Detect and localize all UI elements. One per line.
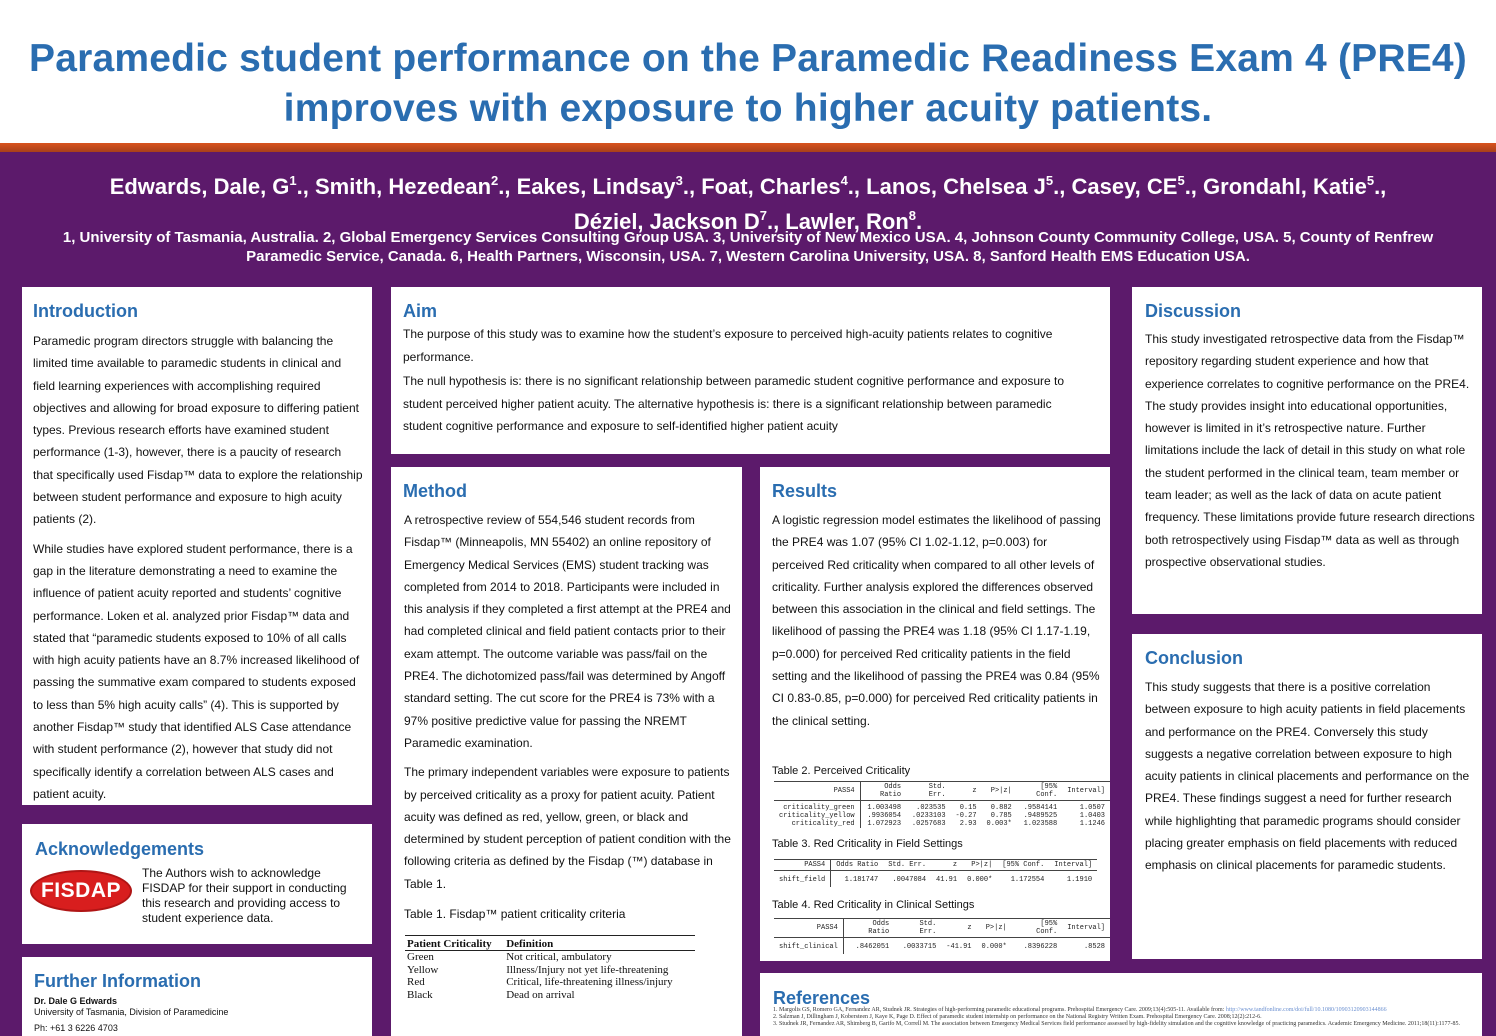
introduction-text (33, 330, 363, 805)
reference-link[interactable]: http://www.tandfonline.com/doi/full/10.1080/10903120903144866 (1225, 1007, 1387, 1013)
reference-list (773, 1007, 1473, 1028)
table-cell: 1.172554 (1010, 876, 1045, 884)
author-name: Grondahl, Katie (1203, 174, 1367, 199)
results-heading: Results (772, 481, 838, 501)
table-cell: Not critical, ambulatory (506, 951, 612, 963)
table3-caption: Table 3. Red Criticality in Field Settings (772, 838, 963, 850)
method-panel (391, 467, 742, 1036)
table-cell: 1.181747 (844, 876, 879, 884)
table4 (774, 918, 1110, 954)
col-header: Odds Ratio (831, 860, 884, 871)
method-paragraph: A retrospective review of 554,546 student records from Fisdap™ (Minneapolis, MN 55402) an online repository of Emergency Medical Services (EMS) student tracking was completed from 2014 to 2018. Participants were included in this analysis if they completed a first attempt at the PRE4 and had completed clinical and field patient contacts prior to their exam attempt. The outcome variable was pass/fail on the PRE4. The dichotomized pass/fail was determined by Angoff standard setting. The cut score for the PRE4 is 73% with a 97% positive predictive value for passing the NREMT Paramedic examination. (404, 513, 731, 750)
col-header: Interval] (1049, 860, 1097, 871)
conclusion-heading: Conclusion (1145, 648, 1243, 668)
aim-paragraph: The null hypothesis is: there is no significant relationship between paramedic student cognitive performance and exposure to student perceived higher patient acuity. The alternative hypothesis is: there is a significant relationship between paramedic student cognitive performance and exposure to self-identified higher patient acuity (403, 374, 1065, 433)
table2 (774, 781, 1110, 828)
col-header: [95% Conf. (1017, 782, 1062, 801)
table-row (405, 964, 695, 977)
table-cell: .8396228 (1023, 943, 1058, 951)
table-row (405, 951, 695, 964)
results-panel (760, 467, 1110, 961)
col-header: P>|z| (982, 782, 1017, 801)
author-list: Edwards, Dale, $G^1$., Smith, Hezedean$^2$., Eakes, Lindsay$^3$., Foat, Charles$^4$., Lanos, Chelsea $J^5$., Casey, $CE^5$., Grondahl, Katie$^5$., Déziel, Jackson $D^7$., Lawler, Ron$^8$. (109, 173, 1387, 234)
table-cell: criticality_red (774, 820, 860, 828)
poster-header (0, 0, 1496, 146)
poster-title: Paramedic student performance on the Paramedic Readiness Exam 4 (PRE4) improves with exposure to higher acuity patients. (28, 37, 1467, 130)
table-cell: Yellow (407, 963, 439, 976)
author-affiliation-number: 5 (1366, 173, 1375, 188)
header-divider (0, 143, 1496, 152)
col-header: Odds Ratio (843, 919, 894, 938)
further-info-panel (22, 957, 372, 1036)
table-cell: Illness/Injury not yet life-threatening (506, 963, 669, 976)
introduction-paragraph: Paramedic program directors struggle with balancing the limited time available to paramedic students in clinical and field learning experiences with accomplishing required objectives and allowing for broad exposure to differing patient types. Previous research efforts have examined student performance (1-3), however, there is a paucity of research that specifically used Fisdap™ data to explore the relationship between student performance and exposure to high acuity patients (2). (33, 334, 363, 527)
method-heading: Method (403, 481, 467, 501)
author-name: Edwards, Dale, G (109, 174, 290, 199)
author-name: Lawler, Ron (785, 209, 909, 234)
aim-heading: Aim (403, 301, 438, 321)
table-cell: .9936054 (867, 812, 902, 820)
author-affiliation-number: 5 (1177, 173, 1185, 188)
table-cell: 0.003* (986, 820, 1012, 828)
col-header: Odds Ratio (860, 782, 906, 801)
criticality-table (405, 935, 695, 1001)
table-row (405, 976, 695, 989)
table-cell: 1.0507 (1079, 804, 1105, 812)
conclusion-panel (1132, 634, 1482, 959)
table-cell: -0.27 (955, 812, 977, 820)
table-cell: 0.000* (981, 943, 1007, 951)
author-affiliation-number: 2 (491, 173, 499, 188)
col-header: [95% Conf. (1012, 919, 1062, 938)
contact-name: Dr. Dale G Edwards (34, 996, 118, 1006)
acknowledgements-text: The Authors wish to acknowledge FISDAP for their support in conducting this research and providing access to student experience data. (142, 866, 347, 925)
definition-col-header: Definition (504, 936, 695, 951)
table-cell: 1.1246 (1079, 820, 1105, 828)
table-cell: Black (407, 988, 433, 1001)
table-cell: criticality_yellow (774, 812, 860, 820)
table-cell: Critical, life-threatening illness/injury (506, 976, 673, 989)
reference-item: 3. Studnek JR, Fernandez AR, Shimberg B, Garifo M, Correll M. The association between Emergency Medical Services field performance assessed by high-fidelity simulation and the cognitive knowledge of practicing paramedics. Academic Emergency Medicine. 2011;18(11):1177-85. (773, 1021, 1461, 1027)
table-cell: .023535 (916, 804, 946, 812)
table-row (405, 989, 695, 1002)
acknowledgements-panel (22, 824, 372, 944)
table-cell: 0.785 (990, 812, 1012, 820)
discussion-heading: Discussion (1145, 301, 1242, 321)
conclusion-text: This study suggests that there is a positive correlation between exposure to high acuity patients in field placements and performance on the PRE4. Conversely this study suggests a negative correlation between exposure to high acuity patients in clinical placements and performance on the PRE4. These findings suggest a need for further research while highlighting that paramedic programs should consider placing greater emphasis on field placements with reduced emphasis on clinical placements for paramedic students. (1145, 680, 1470, 873)
col-header: PASS4 (774, 919, 843, 938)
col-header: Interval] (1062, 919, 1110, 938)
author-affiliation-number: 4 (840, 173, 848, 188)
table-cell: .8462051 (855, 943, 890, 951)
reference-item (773, 1007, 1473, 1014)
aim-panel (391, 287, 1110, 454)
criticality-col-header: Patient Criticality (405, 936, 504, 951)
table-cell: shift_field (774, 871, 831, 888)
table-cell: .0233103 (911, 812, 946, 820)
table-cell: 1.072923 (867, 820, 902, 828)
table-cell: .0257683 (911, 820, 946, 828)
table-cell: 1.023588 (1023, 820, 1058, 828)
fisdap-logo-text: FISDAP (40, 879, 121, 902)
fisdap-logo (30, 870, 132, 912)
table-row (774, 938, 1110, 955)
table-row (774, 801, 1110, 813)
col-header: Std. Err. (883, 860, 931, 871)
col-header: Std. Err. (894, 919, 941, 938)
author-name: Eakes, Lindsay (516, 174, 676, 199)
table-cell: 0.000* (967, 876, 993, 884)
table3 (774, 859, 1097, 887)
table-row (774, 812, 1110, 820)
author-affiliation-number: 8 (908, 208, 917, 223)
author-name: Casey, CE (1071, 174, 1178, 199)
table-cell: criticality_green (774, 801, 860, 813)
author-name: Foat, Charles (701, 174, 841, 199)
table-cell: 2.93 (959, 820, 977, 828)
table-cell: Dead on arrival (506, 988, 575, 1001)
col-header: Interval] (1062, 782, 1110, 801)
table2-caption: Table 2. Perceived Criticality (772, 765, 911, 777)
author-affiliation-number: 3 (675, 173, 683, 188)
discussion-text: This study investigated retrospective data from the Fisdap™ repository regarding student experience and how that experience correlates to cognitive performance on the PRE4. The study provides insight into educational opportunities, however is limited in it’s retrospective nature. Further limitations include the lack of detail in this study on what role the student performed in the clinical team, team member or team leader; as well as the lack of data on acute patient frequency. These limitations provide future research directions both retrospectively using Fisdap™ data as well as through prospective observational studies. (1145, 332, 1475, 569)
col-header: Std. Err. (906, 782, 951, 801)
table-cell: 41.91 (936, 876, 958, 884)
references-heading: References (773, 988, 871, 1008)
discussion-panel (1132, 287, 1482, 614)
reference-text: 1. Margolis GS, Romero GA, Fernandez AR, Studnek JR. Strategies of high-performing paramedic educational programs. Prehospital Emergency Care. 2009;13(4):505-11. Available from: (773, 1007, 1225, 1013)
table-cell: 1.003498 (867, 804, 902, 812)
col-header: z (941, 919, 976, 938)
author-affiliation-number: 5 (1045, 173, 1054, 188)
table4-caption: Table 4. Red Criticality in Clinical Settings (772, 899, 975, 911)
table-cell: 0.882 (990, 804, 1012, 812)
table1-caption: Table 1. Fisdap™ patient criticality criteria (404, 907, 626, 921)
col-header: P>|z| (977, 919, 1012, 938)
acknowledgements-heading: Acknowledgements (35, 839, 205, 859)
affiliations: 1, University of Tasmania, Australia. 2, Global Emergency Services Consulting Group USA. 3, University of New Mexico USA. 4, Johnson County Community College, USA. 5, County of Renfrew Paramedic Service, Canada. 6, Health Partners, Wisconsin, USA. 7, Western Carolina University, USA. 8, Sanford Health EMS Education USA. (62, 229, 1434, 265)
col-header: z (951, 782, 982, 801)
table-cell: 1.0403 (1079, 812, 1105, 820)
author-affiliation-number: 7 (759, 208, 767, 223)
reference-item: 2. Salzman J, Dillingham J, Kobersteen J, Kaye K, Page D. Effect of paramedic student internship on performance on the National Registry Written Exam. Prehospital Emergency Care. 2008;12(2):212-6. (773, 1014, 1262, 1020)
references-panel (760, 973, 1482, 1036)
table-cell: .9584141 (1023, 804, 1058, 812)
contact-org: University of Tasmania, Division of Paramedicine (34, 1007, 229, 1017)
table-cell: Green (407, 951, 434, 963)
author-affiliation-number: 1 (289, 173, 297, 188)
col-header: z (931, 860, 962, 871)
col-header: P>|z| (962, 860, 997, 871)
table-row (774, 820, 1110, 828)
further-info-heading: Further Information (34, 971, 201, 991)
author-name: Déziel, Jackson D (573, 209, 760, 234)
introduction-paragraph: While studies have explored student performance, there is a gap in the literature demonstrating a need to examine the influence of patient acuity reported and students’ cognitive performance. Loken et al. analyzed prior Fisdap™ data and stated that “paramedic students exposed to 10% of all calls with high acuity patients have an 8.7% increased likelihood of passing the summative exam compared to students exposed to less than 5% high acuity calls” (4). This is supported by another Fisdap™ study that identified ALS Case attendance with student performance (2), however that study did not specifically identify a correlation between ALS cases and patient acuity. (33, 541, 360, 801)
table-cell: .8528 (1083, 943, 1105, 951)
table-row (774, 871, 1097, 888)
introduction-panel (22, 287, 372, 805)
table-cell: 0.15 (959, 804, 977, 812)
table-cell: shift_clinical (774, 938, 843, 955)
aim-text (403, 323, 1093, 445)
author-name: Smith, Hezedean (315, 174, 492, 199)
col-header: PASS4 (774, 782, 860, 801)
table-cell: -41.91 (946, 943, 972, 951)
contact-phone: Ph: +61 3 6226 4703 (34, 1023, 118, 1033)
table-cell: .9489525 (1023, 812, 1058, 820)
table-cell: 1.1910 (1066, 876, 1093, 884)
col-header: PASS4 (774, 860, 831, 871)
method-text (404, 509, 736, 902)
table-cell: Red (407, 976, 425, 989)
col-header: [95% Conf. (997, 860, 1049, 871)
table-cell: .0047084 (892, 876, 927, 884)
table-cell: .0033715 (902, 943, 937, 951)
method-paragraph: The primary independent variables were exposure to patients by perceived criticality as a proxy for patient acuity. Patient acuity was defined as red, yellow, green, or black and determined by student perception of patient condition with the following criteria as defined by the Fisdap (™) database in Table 1. (404, 765, 731, 891)
aim-paragraph: The purpose of this study was to examine how the student’s exposure to perceived high-acuity patients relates to cognitive performance. (403, 327, 1053, 364)
introduction-heading: Introduction (33, 301, 138, 321)
author-name: Lanos, Chelsea J (866, 174, 1046, 199)
results-text: A logistic regression model estimates the likelihood of passing the PRE4 was 1.07 (95% CI 1.02-1.12, p=0.003) for perceived Red criticality when compared to all other levels of criticality. Further analysis explored the differences observed between this association in the clinical and field settings. The likelihood of passing the PRE4 was 1.18 (95% CI 1.17-1.19, p=0.000) for perceived Red criticality patients in the field setting and the likelihood of passing the PRE4 was 0.84 (95% CI 0.83-0.85, p=0.000) for perceived Red criticality patients in the clinical setting. (772, 513, 1101, 728)
